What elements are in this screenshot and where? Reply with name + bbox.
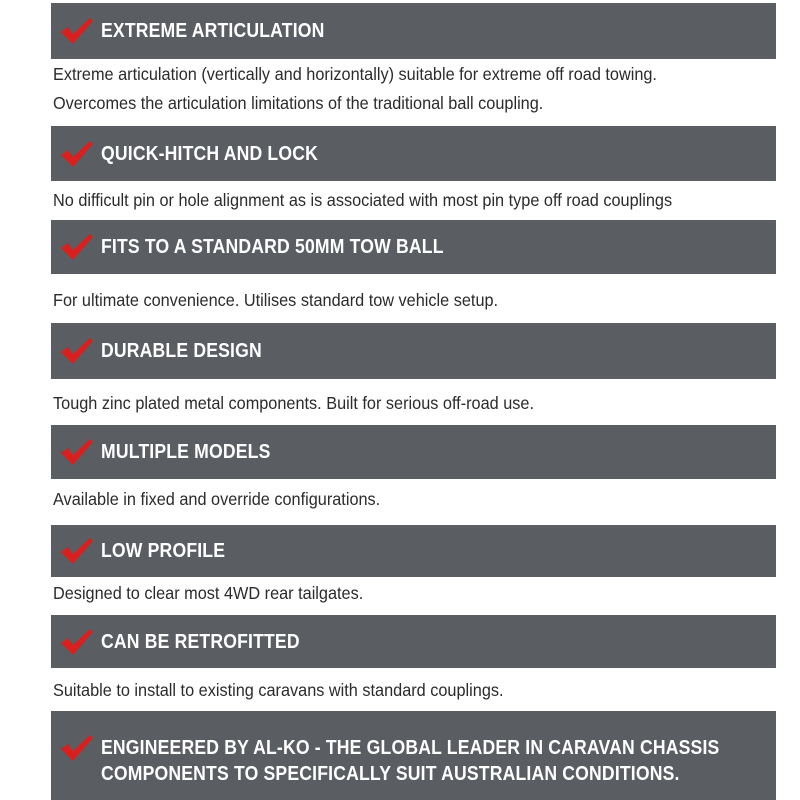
description-line: Extreme articulation (vertically and horizontally) suitable for extreme off road towing. — [53, 64, 657, 84]
feature-description — [53, 389, 741, 418]
checkmark-icon — [60, 233, 94, 261]
checkmark-icon — [60, 337, 94, 365]
feature-title: QUICK-HITCH AND LOCK — [101, 142, 318, 165]
feature-description — [53, 186, 741, 215]
feature-title-line: COMPONENTS TO SPECIFICALLY SUIT AUSTRALIAN CONDITIONS. — [101, 763, 680, 785]
feature-description — [53, 579, 741, 608]
feature-banner-engineered-by-alko — [51, 711, 776, 800]
description-line: Suitable to install to existing caravans with standard couplings. — [53, 680, 504, 700]
feature-title-line: ENGINEERED BY AL-KO - THE GLOBAL LEADER IN CARAVAN CHASSIS — [101, 737, 720, 759]
feature-banner-extreme-articulation — [51, 3, 776, 59]
feature-title: LOW PROFILE — [101, 540, 226, 562]
description-line: Available in fixed and override configurations. — [53, 489, 381, 509]
feature-title: CAN BE RETROFITTED — [101, 630, 300, 653]
feature-banner-durable-design — [51, 323, 776, 379]
checkmark-icon — [60, 628, 94, 656]
feature-description — [53, 60, 741, 118]
checkmark-icon — [60, 17, 94, 45]
feature-title: FITS TO A STANDARD 50MM TOW BALL — [101, 236, 444, 258]
checkmark-icon — [60, 438, 94, 466]
feature-description — [53, 286, 741, 315]
description-line: No difficult pin or hole alignment as is associated with most pin type off road couplings — [53, 190, 673, 210]
description-line: Designed to clear most 4WD rear tailgates. — [53, 583, 364, 603]
description-line: Overcomes the articulation limitations of the traditional ball coupling. — [53, 93, 544, 113]
feature-banner-quick-hitch — [51, 126, 776, 181]
feature-banner-retrofitted — [51, 615, 776, 668]
checkmark-icon — [60, 140, 94, 168]
feature-description — [53, 485, 741, 514]
feature-banner-tow-ball — [51, 220, 776, 274]
feature-description — [53, 676, 741, 705]
checkmark-icon — [60, 537, 94, 565]
description-line: Tough zinc plated metal components. Built for serious off-road use. — [53, 393, 534, 413]
feature-banner-low-profile — [51, 525, 776, 577]
feature-title: DURABLE DESIGN — [101, 340, 262, 362]
description-line: For ultimate convenience. Utilises standard tow vehicle setup. — [53, 290, 499, 310]
feature-title: MULTIPLE MODELS — [101, 441, 271, 463]
checkmark-icon — [60, 734, 94, 762]
feature-title: EXTREME ARTICULATION — [101, 20, 325, 42]
feature-banner-multiple-models — [51, 425, 776, 479]
